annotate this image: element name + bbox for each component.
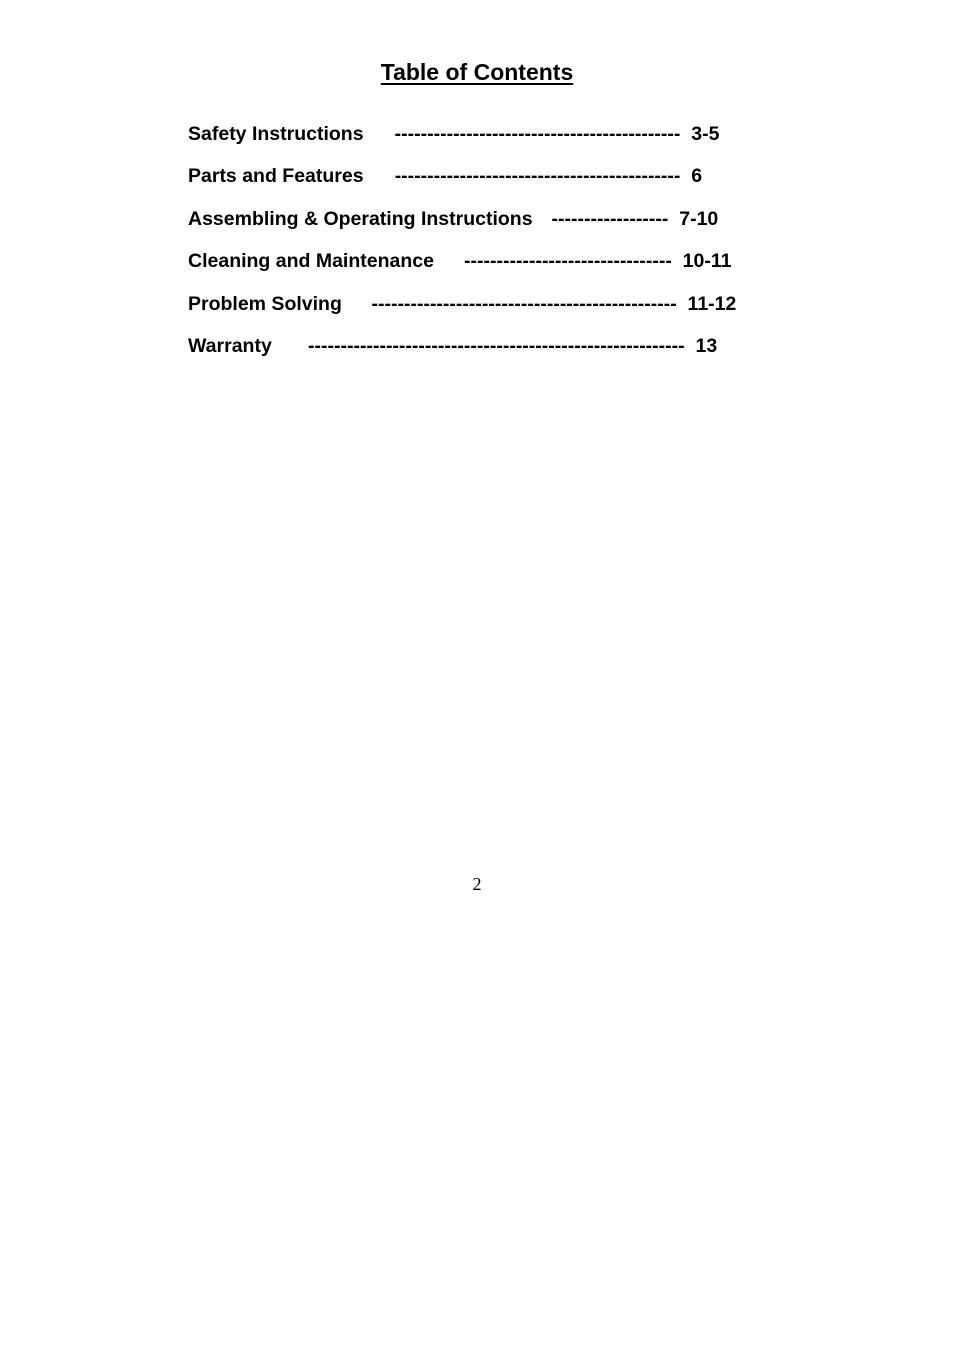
toc-entry-pages: 3-5 xyxy=(691,123,720,145)
toc-leader-dashes: -------------------------------------------- xyxy=(394,123,681,145)
toc-entry-title: Cleaning and Maintenance xyxy=(188,250,434,273)
table-of-contents xyxy=(188,120,788,374)
page-title: Table of Contents xyxy=(380,59,574,85)
toc-entry-pages: 11-12 xyxy=(687,292,737,315)
toc-entry-title: Problem Solving xyxy=(188,292,342,315)
toc-leader-dashes: -------------------------------- xyxy=(464,250,672,273)
toc-entry-title: Assembling & Operating Instructions xyxy=(188,207,533,230)
toc-entry-assembling-operating-instructions[interactable] xyxy=(188,205,788,247)
toc-entry-warranty[interactable] xyxy=(188,332,788,374)
toc-entry-pages: 7-10 xyxy=(679,207,719,230)
toc-entry-cleaning-and-maintenance[interactable] xyxy=(188,247,788,289)
toc-entry-title: Parts and Features xyxy=(188,165,364,188)
toc-leader-dashes: ---------------------------------------------------------- xyxy=(308,334,685,357)
toc-entry-pages: 6 xyxy=(691,165,703,188)
toc-entry-parts-and-features[interactable] xyxy=(188,162,788,204)
page-number: 2 xyxy=(472,874,482,894)
toc-entry-title: Warranty xyxy=(188,334,272,357)
toc-entry-safety-instructions[interactable] xyxy=(188,120,788,162)
toc-entry-pages: 13 xyxy=(695,334,718,357)
toc-entry-problem-solving[interactable] xyxy=(188,290,788,332)
toc-leader-dashes: -------------------------------------------- xyxy=(394,165,681,188)
toc-leader-dashes: ----------------------------------------------- xyxy=(371,292,677,315)
toc-entry-pages: 10-11 xyxy=(682,250,732,273)
toc-entry-title: Safety Instructions xyxy=(188,123,364,145)
toc-leader-dashes: ------------------ xyxy=(551,207,669,230)
